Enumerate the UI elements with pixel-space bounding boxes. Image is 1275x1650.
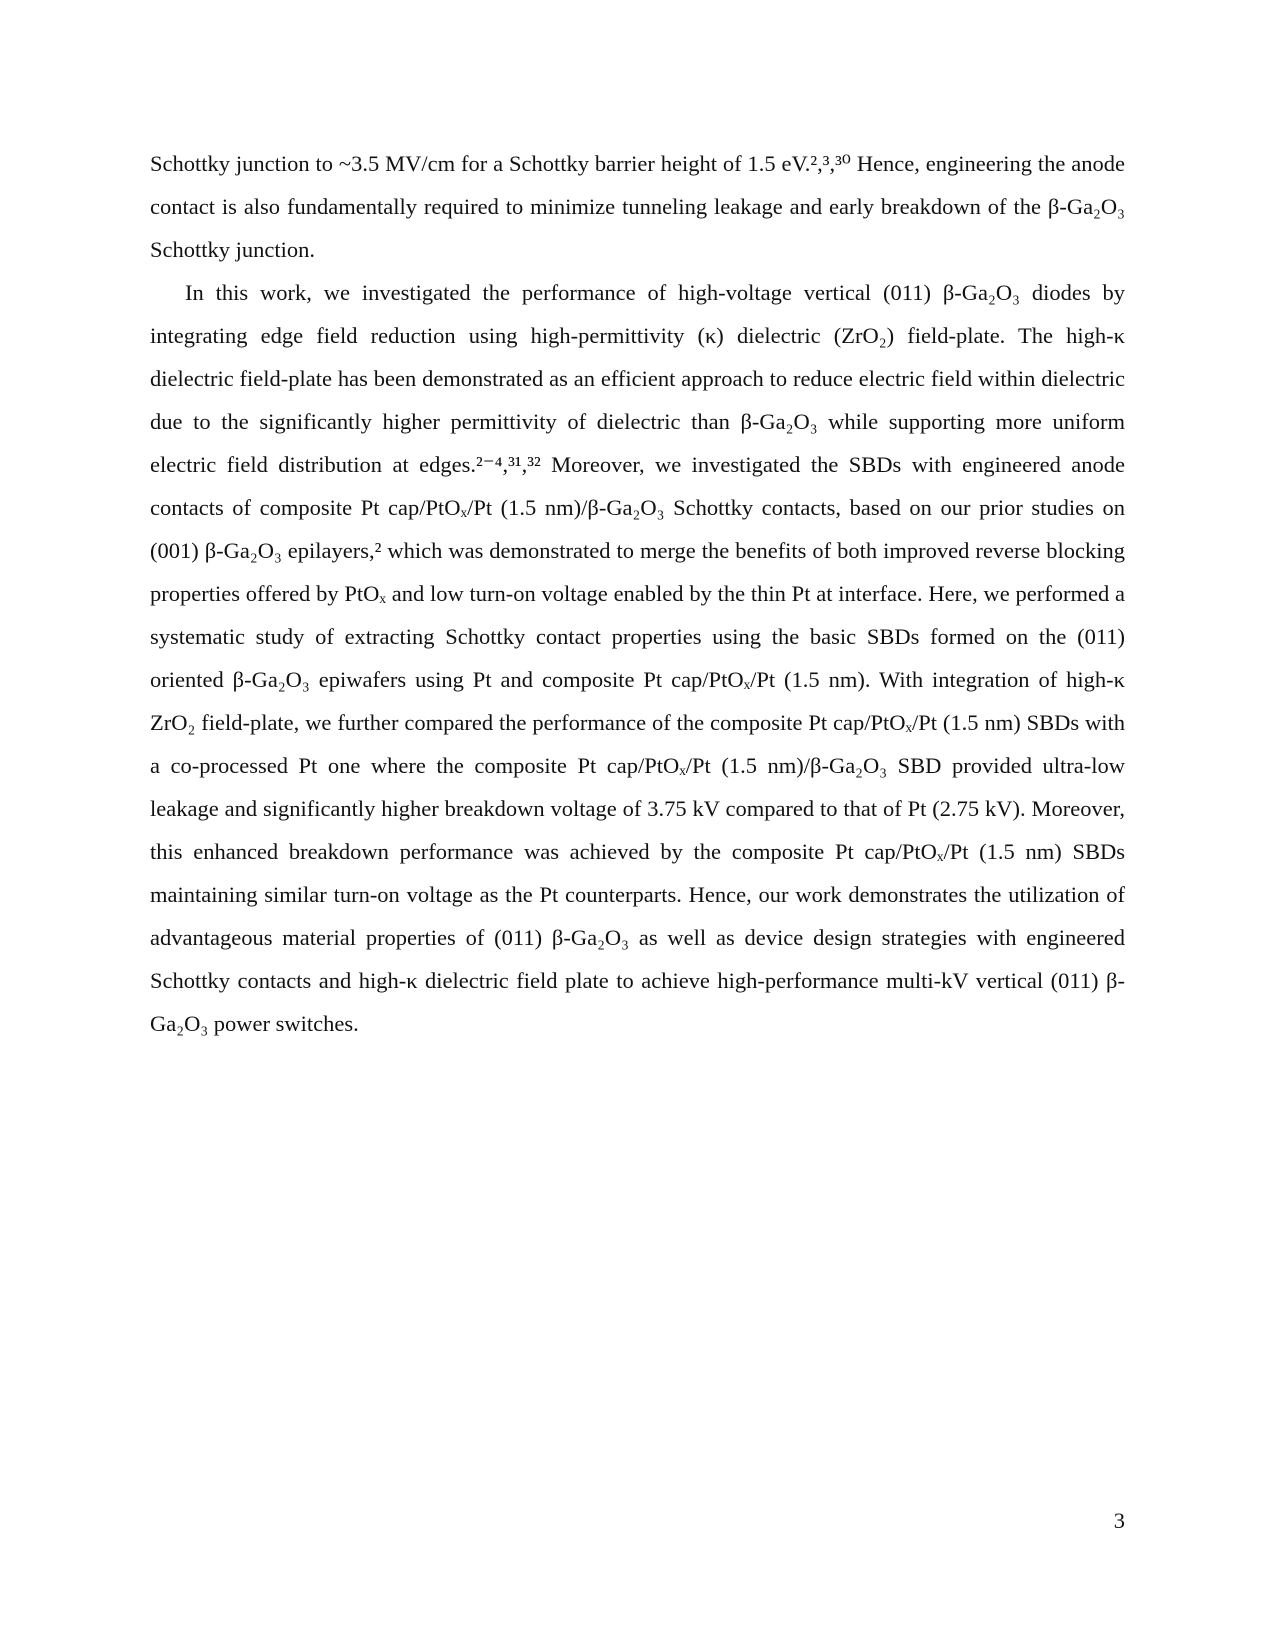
body-text [150,142,1125,1045]
page-number: 3 [1113,1508,1125,1533]
paragraph-1: Schottky junction to ~3.5 MV/cm for a Schottky barrier height of 1.5 eV.²,³,³⁰ Hence, engineering the anode contact is also fundamentally required to minimize tunneling leakage and early breakdown of the β-Ga₂O₃ Schottky junction. [150,151,1125,262]
paragraph-2: In this work, we investigated the performance of high-voltage vertical (011) β-Ga₂O₃ diodes by integrating edge field reduction using high-permittivity (κ) dielectric (ZrO₂) field-plate. The high-κ dielectric field-plate has been demonstrated as an efficient approach to reduce electric field within dielectric due to the significantly higher permittivity of dielectric than β-Ga₂O₃ while supporting more uniform electric field distribution at edges.²⁻⁴,³¹,³² Moreover, we investigated the SBDs with engineered anode contacts of composite Pt cap/PtOₓ/Pt (1.5 nm)/β-Ga₂O₃ Schottky contacts, based on our prior studies on (001) β-Ga₂O₃ epilayers,² which was demonstrated to merge the benefits of both improved reverse blocking properties offered by PtOₓ and low turn-on voltage enabled by the thin Pt at interface. Here, we performed a systematic study of extracting Schottky contact properties using the basic SBDs formed on the (011) oriented β-Ga₂O₃ epiwafers using Pt and composite Pt cap/PtOₓ/Pt (1.5 nm). With integration of high-κ ZrO₂ field-plate, we further compared the performance of the composite Pt cap/PtOₓ/Pt (1.5 nm) SBDs with a co-processed Pt one where the composite Pt cap/PtOₓ/Pt (1.5 nm)/β-Ga₂O₃ SBD provided ultra-low leakage and significantly higher breakdown voltage of 3.75 kV compared to that of Pt (2.75 kV). Moreover, this enhanced breakdown performance was achieved by the composite Pt cap/PtOₓ/Pt (1.5 nm) SBDs maintaining similar turn-on voltage as the Pt counterparts. Hence, our work demonstrates the utilization of advantageous material properties of (011) β-Ga₂O₃ as well as device design strategies with engineered Schottky contacts and high-κ dielectric field plate to achieve high-performance multi-kV vertical (011) β-Ga₂O₃ power switches. [150,280,1125,1036]
